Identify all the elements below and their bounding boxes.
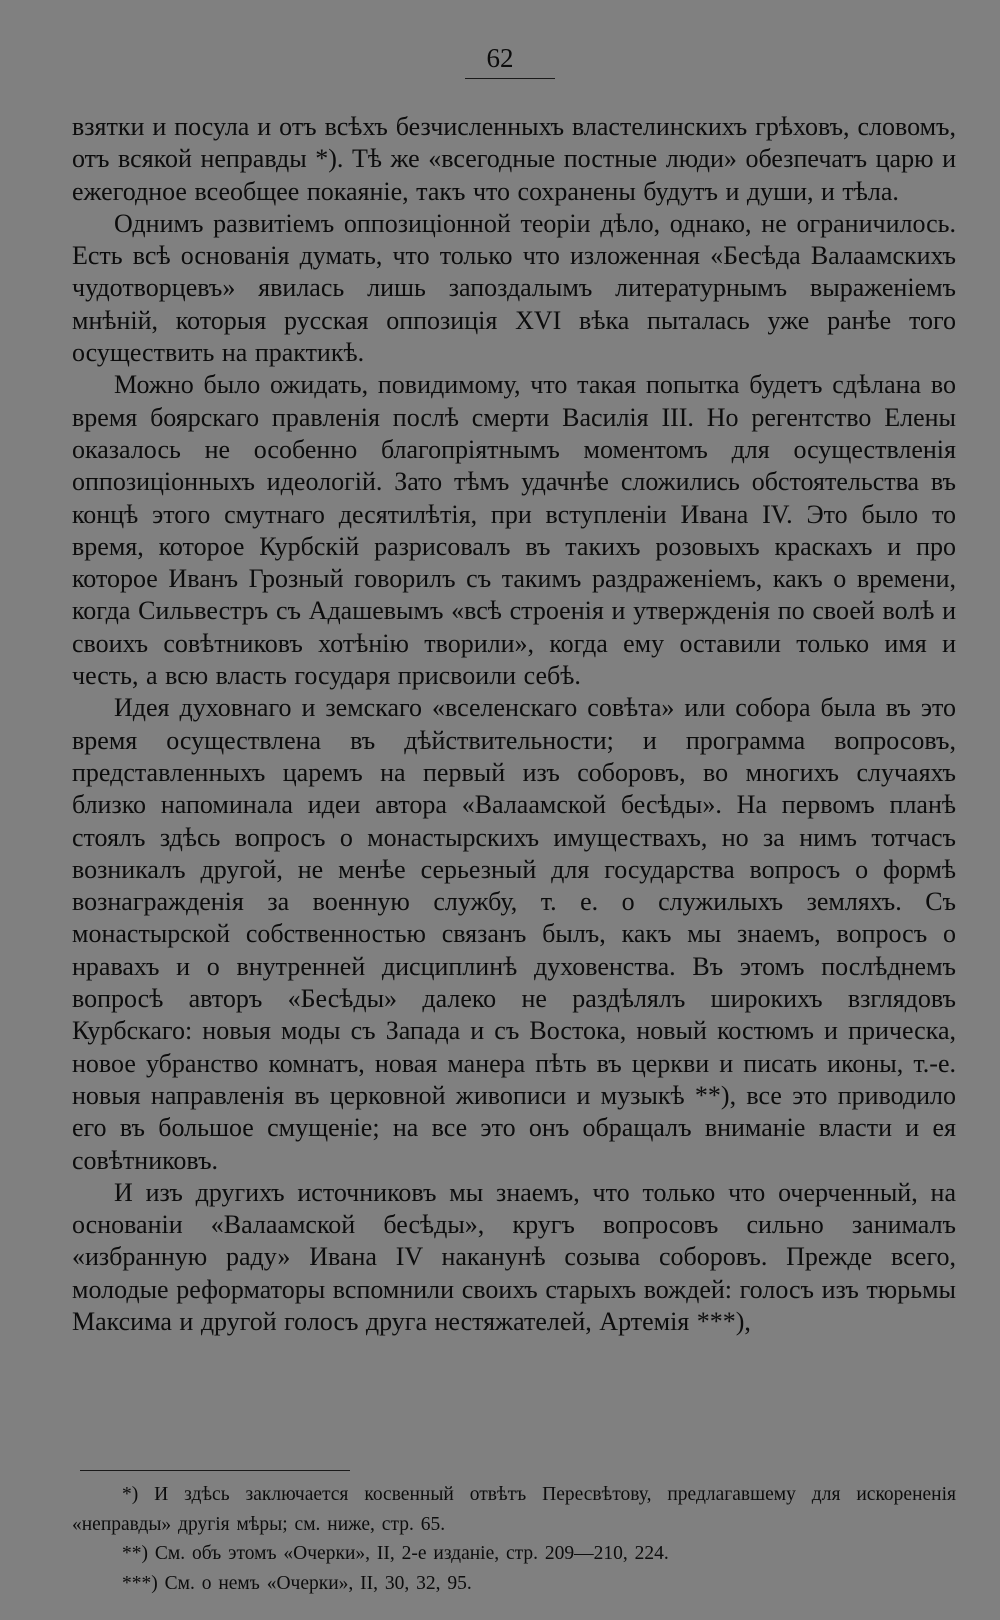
paragraph-1: взятки и посула и отъ всѣхъ безчисленныхъ властелинскихъ грѣховъ, словомъ, отъ всякой неправды *). Тѣ же «всегодные постные люди» обезпечатъ царю и ежегодное всеобщее покаяніе, такъ что сохранены будутъ и души, и тѣла. bbox=[72, 112, 956, 206]
footnote-separator bbox=[80, 1470, 350, 1471]
paragraph-5: И изъ другихъ источниковъ мы знаемъ, что только что очерченный, на основаніи «Валаамской бесѣды», кругъ вопросовъ сильно занималъ «избранную раду» Ивана IV наканунѣ созыва соборовъ. Прежде всего, молодые реформаторы вспомнили своихъ старыхъ вождей: голосъ изъ тюрьмы Максима и другой голосъ друга нестяжателей, Артемія ***), bbox=[72, 1177, 956, 1336]
footnote-2: **) См. объ этомъ «Очерки», II, 2-е изданіе, стр. 209—210, 224. bbox=[122, 1543, 669, 1564]
paragraph-4: Идея духовнаго и земскаго «вселенскаго совѣта» или собора была въ это время осуществлена въ дѣйствительности; и программа вопросовъ, представленныхъ царемъ на первый изъ соборовъ, во многихъ случаяхъ близко напоминала идеи автора «Валаамской бесѣды». На первомъ планѣ стоялъ здѣсь вопросъ о монастырскихъ имуществахъ, но за нимъ тотчасъ возникалъ другой, не менѣе серьезный для государства вопросъ о формѣ вознагражденія за военную службу, т. е. о служилыхъ земляхъ. Съ монастырской собственностью связанъ былъ, какъ мы знаемъ, вопросъ о нравахъ и о внутренней дисциплинѣ духовенства. Въ этомъ послѣднемъ вопросѣ авторъ «Бесѣды» далеко не раздѣлялъ широкихъ взглядовъ Курбскаго: новыя моды съ Запада и съ Востока, новый костюмъ и прическа, новое убранство комнатъ, новая манера пѣть въ церкви и писать иконы, т.-е. новыя направленія въ церковной живописи и музыкѣ **), все это приводило его въ большое смущеніе; на все это онъ обращалъ вниманіе власти и ея совѣтниковъ. bbox=[72, 693, 956, 1175]
paragraph-2: Однимъ развитіемъ оппозиціонной теоріи дѣло, однако, не ограничилось. Есть всѣ основанія думать, что только что изложенная «Бесѣда Валаамскихъ чудотворцевъ» явилась лишь запоздалымъ литературнымъ выраженіемъ мнѣній, которыя русская оппозиція XVI вѣка пыталась уже ранѣе того осуществить на практикѣ. bbox=[72, 208, 956, 368]
page-number-rule bbox=[465, 78, 555, 79]
page-number: 62 bbox=[486, 43, 514, 73]
body-text bbox=[72, 111, 956, 1338]
paragraph-3: Можно было ожидать, повидимому, что такая попытка будетъ сдѣлана во время боярскаго правленія послѣ смерти Василія III. Но регентство Елены оказалось не особенно благопріятнымъ моментомъ для осуществленія оппозиціонныхъ идеологій. Зато тѣмъ удачнѣе сложились обстоятельства въ концѣ этого смутнаго десятилѣтія, при вступленіи Ивана IV. Это было то время, которое Курбскій разрисовалъ въ такихъ розовыхъ краскахъ и про которое Иванъ Грозный говорилъ съ такимъ раздраженіемъ, какъ о времени, когда Сильвестръ съ Адашевымъ «всѣ строенія и утвержденія по своей волѣ и своихъ совѣтниковъ хотѣнію творили», когда ему оставили только имя и честь, а всю власть государя присвоили себѣ. bbox=[72, 370, 956, 691]
footnote-1: *) И здѣсь заключается косвенный отвѣтъ Пересвѣтову, предлагавшему для искорененія «неправды» другія мѣры; см. ниже, стр. 65. bbox=[72, 1484, 956, 1535]
footnote-3: ***) См. о немъ «Очерки», II, 30, 32, 95. bbox=[122, 1572, 472, 1594]
footnotes bbox=[72, 1480, 956, 1598]
